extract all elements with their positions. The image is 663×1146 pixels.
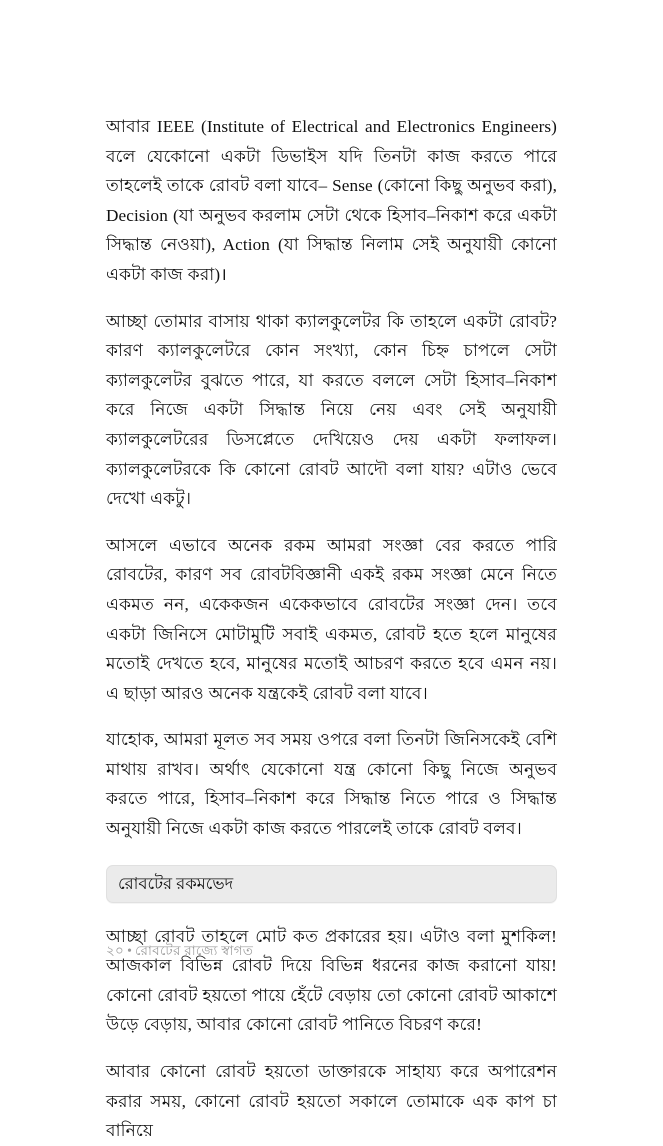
page-footer (106, 941, 557, 960)
running-title: রোবটের রাজ্যে স্বাগত (135, 943, 254, 958)
footer-separator-bullet: • (127, 943, 133, 958)
page-content-column (106, 112, 557, 1146)
body-paragraph-3: আসলে এভাবে অনেক রকম আমরা সংজ্ঞা বের করতে পারি রোবটের, কারণ সব রোবটবিজ্ঞানী একই রকম সংজ্ঞা মেনে নিতে একমত নন, একেকজন একেকভাবে রোবটের সংজ্ঞা দেন। তবে একটা জিনিসে মোটামুটি সবাই একমত, রোবট হতে হলে মানুষের মতোই দেখতে হবে, মানুষের মতোই আচরণ করতে হবে এমন নয়। এ ছাড়া আরও অনেক যন্ত্রকেই রোবট বলা যাবে। (106, 535, 557, 703)
body-paragraph-6: আবার কোনো রোবট হয়তো ডাক্তারকে সাহায্য করে অপারেশন করার সময়, কোনো রোবট হয়তো সকালে তোমাকে এক কাপ চা বানিয়ে (106, 1062, 557, 1141)
section-heading-robot-types: রোবটের রকমভেদ (106, 865, 557, 903)
body-paragraph-5: আচ্ছা রোবট তাহলে মোট কত প্রকারের হয়। এটাও বলা মুশকিল! আজকাল বিভিন্ন রোবট দিয়ে বিভিন্ন ধরনের কাজ করানো যায়! কোনো রোবট হয়তো পায়ে হেঁটে বেড়ায় তো কোনো রোবট আকাশে উড়ে বেড়ায়, আবার কোনো রোবট পানিতে বিচরণ করে! (106, 926, 557, 1035)
page-number: ২০ (106, 943, 125, 958)
body-paragraph-2: আচ্ছা তোমার বাসায় থাকা ক্যালকুলেটর কি তাহলে একটা রোবট? কারণ ক্যালকুলেটরে কোন সংখ্যা, কোন চিহ্ন চাপলে সেটা ক্যালকুলেটর বুঝতে পারে, যা করতে বললে সেটা হিসাব–নিকাশ করে নিজে একটা সিদ্ধান্ত নিয়ে নেয় এবং সেই অনুযায়ী ক্যালকুলেটরের ডিসপ্লেতে দেখিয়েও দেয় একটা ফলাফল। ক্যালকুলেটরকে কি কোনো রোবট আদৌ বলা যায়? এটাও ভেবে দেখো একটু। (106, 311, 557, 509)
body-paragraph-4: যাহোক, আমরা মূলত সব সময় ওপরে বলা তিনটা জিনিসকেই বেশি মাথায় রাখব। অর্থাৎ যেকোনো যন্ত্র কোনো কিছু নিজে অনুভব করতে পারে, হিসাব–নিকাশ করে সিদ্ধান্ত নিতে পারে ও সিদ্ধান্ত অনুযায়ী নিজে একটা কাজ করতে পারলেই তাকে রোবট বলব। (106, 730, 557, 839)
body-paragraph-1: আবার IEEE (Institute of Electrical and Electronics Engineers) বলে যেকোনো একটা ডিভাইস যদি তিনটা কাজ করতে পারে তাহলেই তাকে রোবট বলা যাবে– Sense (কোনো কিছু অনুভব করা), Decision (যা অনুভব করলাম সেটা থেকে হিসাব–নিকাশ করে একটা সিদ্ধান্ত নেওয়া), Action (যা সিদ্ধান্ত নিলাম সেই অনুযায়ী কোনো একটা কাজ করা)। (106, 117, 557, 284)
